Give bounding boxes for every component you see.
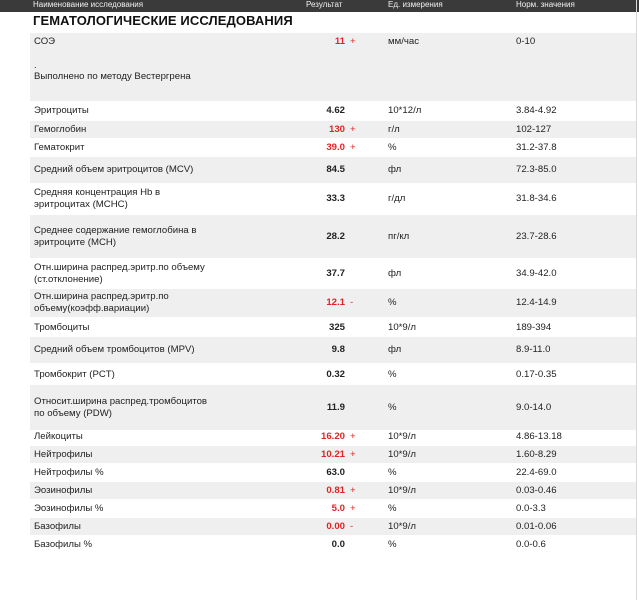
row-name: Средний объем тромбоцитов (MPV) [34,344,195,355]
row-unit: % [388,502,397,514]
row-unit: % [388,538,397,550]
row-flag [350,464,362,481]
row-unit: фл [388,344,402,355]
header-col-norm: Норм. значения [516,0,575,9]
row-name: Базофилы [34,520,81,532]
row-flag: + [350,502,356,514]
row-flag [350,536,362,553]
row-name: Нейтрофилы % [34,466,104,478]
row-unit: г/дл [388,193,406,204]
row-result: 10.21 [320,448,345,460]
table-row [30,385,637,430]
row-norm: 3.84-4.92 [516,105,557,116]
row-unit: 10*9/л [388,430,417,442]
row-norm: 1.60-8.29 [516,448,557,460]
row-unit: пг/кл [388,230,410,242]
row-norm: 102-127 [516,123,552,135]
row-result: 0.00 [326,520,345,532]
row-unit: % [388,466,397,478]
row-norm: 0.03-0.46 [516,484,557,496]
row-result: 5.0 [331,502,345,514]
row-result: 63.0 [326,466,345,478]
row-result: 0.81 [326,484,345,496]
row-unit: 10*9/л [388,520,417,532]
row-flag [350,215,362,258]
row-unit: 10*12/л [388,105,422,116]
row-norm: 72.3-85.0 [516,164,557,175]
row-norm: 22.4-69.0 [516,466,557,478]
table-row [30,365,637,384]
method-note: Выполнено по методу Вестергрена [34,71,191,82]
row-name: Отн.ширина распред.эритр.по объему (ст.отклонение) [34,261,205,285]
row-flag [350,157,362,183]
row-name: Гематокрит [34,141,85,153]
row-flag [350,385,362,430]
row-norm: 0.01-0.06 [516,520,557,532]
header-col-name: Наименование исследования [33,0,144,9]
row-flag [350,260,362,287]
table-row [30,482,637,499]
table-row [30,103,637,119]
row-result: 28.2 [326,230,345,242]
row-flag: + [350,123,356,135]
row-unit: фл [388,267,402,279]
row-flag [350,103,362,119]
row-flag: + [350,448,356,460]
page-edge [636,0,637,600]
table-row [30,464,637,481]
row-name: Эозинофилы [34,484,93,496]
row-norm: 34.9-42.0 [516,267,557,279]
table-row [30,446,637,463]
row-result: 9.8 [331,344,345,355]
table-row [30,260,637,287]
row-name: Нейтрофилы [34,448,93,460]
row-result: 130 [328,123,345,135]
row-result: 37.7 [326,267,345,279]
row-name: Отн.ширина распред.эритр.по объему(коэфф.вариации) [34,291,169,314]
row-result: 4.62 [326,105,345,116]
row-name: Тромбоциты [34,321,90,333]
row-unit: % [388,141,397,153]
row-result: 39.0 [326,141,345,153]
table-row [30,185,637,213]
row-norm: 8.9-11.0 [516,344,551,355]
row-unit: % [388,401,397,413]
row-flag: + [350,484,356,496]
row-norm: 0-10 [516,36,536,47]
row-norm: 23.7-28.6 [516,230,557,242]
row-result: 12.1 [326,297,345,308]
row-norm: 31.8-34.6 [516,193,557,204]
row-name: Средняя концентрация Hb в эритроцитах (MCHC) [34,187,161,210]
row-flag [350,337,362,363]
row-norm: 189-394 [516,321,552,333]
row-name: Среднее содержание гемоглобина в эритроците (MCH) [34,224,197,248]
table-row [30,157,637,183]
row-result: 33.3 [326,193,345,204]
row-norm: 31.2-37.8 [516,141,557,153]
row-unit: 10*9/л [388,484,417,496]
row-unit: % [388,297,397,308]
row-flag: - [350,520,354,532]
row-result: 325 [328,321,345,333]
row-norm: 4.86-13.18 [516,430,562,442]
row-result: 11.9 [326,401,345,413]
row-name: Эозинофилы % [34,502,104,514]
row-result: 16.20 [320,430,345,442]
row-result: 0.0 [331,538,345,550]
table-row [30,289,637,317]
table-row [30,500,637,517]
row-norm: 9.0-14.0 [516,401,552,413]
row-unit: % [388,368,397,380]
row-norm: 12.4-14.9 [516,297,557,308]
row-name: Относит.ширина распред.тромбоцитов по объему (PDW) [34,395,208,419]
row-flag: - [350,297,354,308]
table-row [30,121,637,138]
row-result: 84.5 [326,164,345,175]
header-col-unit: Ед. измерения [388,0,443,9]
row-unit: мм/час [388,36,419,47]
row-flag [350,185,362,213]
row-flag: + [350,141,356,153]
row-unit: 10*9/л [388,448,417,460]
table-row [30,215,637,258]
row-flag [350,365,362,384]
row-name: Эритроциты [34,105,89,116]
method-dot: . [34,60,37,71]
table-row [30,428,637,445]
table-row [30,139,637,156]
row-norm: 0.0-3.3 [516,502,546,514]
table-row-soe [30,33,637,101]
row-name: Гемоглобин [34,123,87,135]
row-name: Лейкоциты [34,430,83,442]
header-col-result: Результат [306,0,343,9]
table-row [30,337,637,363]
table-row [30,518,637,535]
row-result: 11 [334,36,345,47]
row-norm: 0.0-0.6 [516,538,546,550]
row-unit: 10*9/л [388,321,417,333]
row-flag [350,319,362,336]
row-name: СОЭ [34,36,56,47]
row-name: Средний объем эритроцитов (MCV) [34,164,194,175]
section-title: ГЕМАТОЛОГИЧЕСКИЕ ИССЛЕДОВАНИЯ [33,13,293,28]
row-flag: + [350,430,356,442]
row-norm: 0.17-0.35 [516,368,557,380]
row-flag: + [350,36,356,47]
row-result: 0.32 [326,368,345,380]
row-name: Базофилы % [34,538,93,550]
row-unit: фл [388,164,402,175]
row-name: Тромбокрит (PCT) [34,368,115,380]
row-unit: г/л [388,123,400,135]
table-header [0,0,639,12]
table-row [30,536,637,553]
table-row [30,319,637,336]
